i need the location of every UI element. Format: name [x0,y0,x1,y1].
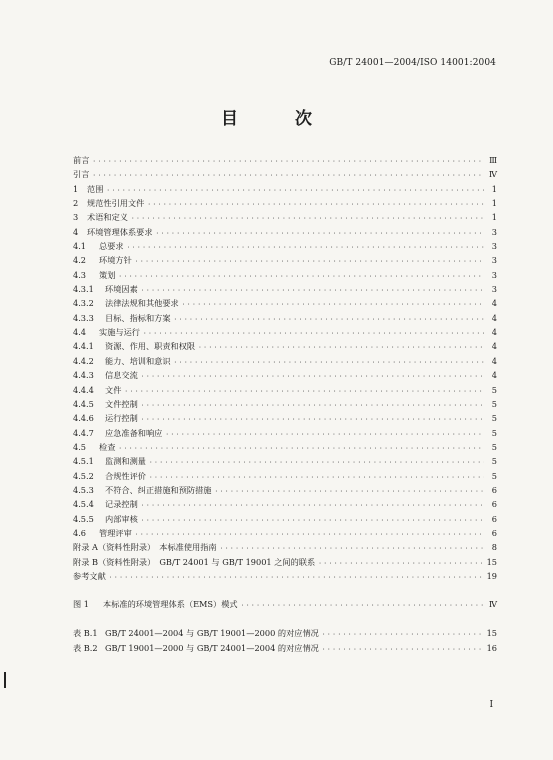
toc-entry-number: 4.3.3 [73,312,94,323]
toc-entry-page: 5 [491,456,497,467]
toc-leader-dots [241,599,484,613]
toc-entry-number: 表 B.1 [73,627,98,638]
toc-entry-title: 规范性引用文件 [87,198,145,209]
toc-entry[interactable] [73,383,497,397]
toc-entry-page: 5 [491,427,497,438]
toc-entry-title: 合规性评价 [105,470,146,481]
toc-entry-title: GB/T 19001—2000 与 GB/T 24001—2004 的对应情况 [105,642,319,653]
toc-entry-number: 4.3.2 [73,298,94,309]
toc-entry-page: 15 [486,556,497,567]
toc-entry[interactable] [73,268,497,282]
toc-entry-number: 4.5.4 [73,499,94,510]
toc-entry[interactable] [73,339,497,353]
toc-entry-number: 4.3.1 [73,284,94,295]
toc-entry[interactable] [73,626,497,641]
toc-entry[interactable] [73,641,497,656]
toc-leader-dots [147,198,484,212]
toc-entry-title: 环境方针 [99,255,132,266]
toc-leader-dots [322,642,484,657]
toc-entry-page: 4 [491,355,497,366]
toc-entry-page: 16 [486,642,497,653]
toc-leader-dots [318,557,483,571]
toc-leader-dots [214,485,484,499]
toc-leader-dots [198,341,484,355]
toc-entry[interactable] [73,397,497,411]
toc-leader-dots [141,413,484,427]
toc-entry[interactable] [73,569,497,583]
toc-entry-page: 5 [491,441,497,452]
standard-code: GB/T 24001—2004/ISO 14001:2004 [329,58,496,68]
toc-entry-title: 参考文献 [73,570,106,581]
toc-leader-dots [109,571,484,585]
toc-leader-dots [141,499,484,513]
toc-entry-title: 总要求 [99,241,124,252]
toc-leader-dots [92,155,484,169]
toc-entry-page: Ⅳ [488,169,497,180]
toc-entry-page: 3 [491,226,497,237]
toc-entry-number: 4.4.4 [73,384,94,395]
toc-entry-number: 4.5.2 [73,470,94,481]
toc-entry-page: 5 [491,470,497,481]
toc-entry-number: 4.4.7 [73,427,94,438]
toc-entry[interactable] [73,426,497,440]
toc-entry-number: 4.4.6 [73,413,94,424]
toc-leader-dots [135,255,484,269]
toc-entry[interactable] [73,153,497,167]
toc-entry-page: 3 [491,241,497,252]
toc-entry[interactable] [73,526,497,540]
toc-entry-page: 15 [486,627,497,638]
toc-entry[interactable] [73,469,497,483]
toc-entry-number: 4.4.2 [73,355,94,366]
toc-entry-page: 4 [491,370,497,381]
toc-entry-page: 1 [491,212,497,223]
toc-entry-title: 前言 [73,155,90,165]
toc-entry-title: 附录 B（资料性附录） GB/T 24001 与 GB/T 19001 之间的联系 [73,556,316,567]
toc-entry-number: 4.5.3 [73,484,94,495]
toc-leader-dots [182,298,484,312]
toc-entry-page: 8 [491,542,497,553]
toc-entry-number: 4.5 [73,441,87,452]
toc-entry[interactable] [73,440,497,454]
toc-entry[interactable] [73,296,497,310]
toc-main-list [73,153,497,583]
toc-entry-number: 4.5.1 [73,456,94,467]
toc-entry-number: 4.3 [73,269,87,280]
toc-entry[interactable] [73,196,497,210]
toc-entry-title: 运行控制 [105,413,138,424]
toc-leader-dots [141,284,484,298]
toc-leader-dots [174,356,484,370]
toc-entry-page: 4 [491,341,497,352]
toc-entry-title: 应急准备和响应 [105,427,163,438]
toc-entry-number: 4.4.3 [73,370,94,381]
toc-entry[interactable] [73,225,497,239]
toc-entry-number: 2 [73,198,79,209]
toc-leader-dots [118,270,484,284]
toc-entry-page: 4 [491,312,497,323]
toc-entry-page: 6 [491,513,497,524]
toc-entry-number: 4 [73,226,79,237]
toc-entry-page: 19 [486,570,497,581]
toc-entry[interactable] [73,167,497,181]
toc-entry-number: 4.5.5 [73,513,94,524]
toc-entry-page: 3 [491,255,497,266]
toc-entry-number: 4.6 [73,527,87,538]
toc-entry[interactable] [73,540,497,554]
toc-entry-page: 4 [491,298,497,309]
toc-entry-title: 内部审核 [105,513,138,524]
toc-leader-dots [106,184,484,198]
toc-entry-title: GB/T 24001—2004 与 GB/T 19001—2000 的对应情况 [105,627,319,638]
toc-entry-page: 5 [491,398,497,409]
toc-entry-title: 本标准的环境管理体系（EMS）模式 [103,599,238,610]
toc-entry[interactable] [73,282,497,296]
toc-entry[interactable] [73,555,497,569]
toc-entry-page: 6 [491,499,497,510]
toc-entry-number: 3 [73,212,79,223]
toc-entry[interactable] [73,483,497,497]
table-of-contents [73,153,497,656]
toc-entry-title: 管理评审 [99,527,132,538]
toc-entry-title: 范围 [87,183,104,194]
toc-entry-title: 附录 A（资料性附录） 本标准使用指南 [73,542,217,553]
toc-entry-title: 实施与运行 [99,327,140,338]
toc-entry[interactable] [73,597,497,611]
toc-entry-number: 4.4.1 [73,341,94,352]
toc-entry[interactable] [73,497,497,511]
toc-entry[interactable] [73,512,497,526]
page-number: I [489,700,493,710]
toc-leader-dots [156,227,484,241]
toc-entry-title: 能力、培训和意识 [105,355,171,366]
toc-entry[interactable] [73,368,497,382]
toc-leader-dots [141,399,484,413]
toc-entry-title: 策划 [99,269,116,280]
toc-entry-page: 6 [491,484,497,495]
toc-entry-number: 4.4.5 [73,398,94,409]
toc-entry-title: 法律法规和其他要求 [105,298,179,309]
toc-entry-title: 检查 [99,441,116,452]
toc-leader-dots [141,514,484,528]
toc-entry-number: 4.2 [73,255,87,266]
toc-entry-page: 1 [491,198,497,209]
toc-entry-number: 4.4 [73,327,87,338]
toc-table-list [73,626,497,656]
toc-leader-dots [149,456,484,470]
toc-entry-page: 5 [491,413,497,424]
toc-entry[interactable] [73,210,497,224]
toc-leader-dots [127,241,484,255]
toc-entry-title: 文件控制 [105,398,138,409]
toc-entry[interactable] [73,239,497,253]
toc-leader-dots [165,428,484,442]
toc-entry[interactable] [73,182,497,196]
toc-entry-title: 文件 [105,384,122,395]
toc-leader-dots [141,370,484,384]
toc-entry-number: 图 1 [73,599,89,610]
toc-leader-dots [131,212,484,226]
toc-entry-page: 6 [491,527,497,538]
toc-entry-title: 信息交流 [105,370,138,381]
toc-entry-title: 环境管理体系要求 [87,226,153,237]
toc-entry-title: 不符合、纠正措施和预防措施 [105,484,212,495]
toc-entry-title: 环境因素 [105,284,138,295]
toc-leader-dots [322,627,484,642]
toc-entry-page: 3 [491,269,497,280]
scan-edge-mark [4,672,6,688]
toc-entry-page: 3 [491,284,497,295]
toc-leader-dots [174,313,484,327]
toc-entry[interactable] [73,311,497,325]
toc-figure-list [73,597,497,611]
toc-entry-title: 术语和定义 [87,212,128,223]
toc-entry[interactable] [73,411,497,425]
toc-entry[interactable] [73,253,497,267]
toc-entry[interactable] [73,454,497,468]
toc-entry-page: Ⅲ [489,155,497,165]
toc-entry-title: 目标、指标和方案 [105,312,171,323]
toc-entry-number: 表 B.2 [73,642,98,653]
toc-entry-title: 记录控制 [105,499,138,510]
toc-entry-title: 监测和测量 [105,456,146,467]
toc-leader-dots [92,169,484,183]
toc-entry-title: 资源、作用、职责和权限 [105,341,196,352]
toc-entry-page: 1 [491,183,497,194]
toc-leader-dots [124,385,484,399]
toc-leader-dots [118,442,484,456]
toc-entry-number: 1 [73,183,79,194]
toc-entry-number: 4.1 [73,241,87,252]
toc-entry[interactable] [73,354,497,368]
toc-entry[interactable] [73,325,497,339]
toc-entry-page: 4 [491,327,497,338]
page-title: 目 次 [221,109,332,129]
toc-entry-page: 5 [491,384,497,395]
toc-entry-page: Ⅳ [488,599,497,610]
toc-entry-title: 引言 [73,169,90,180]
